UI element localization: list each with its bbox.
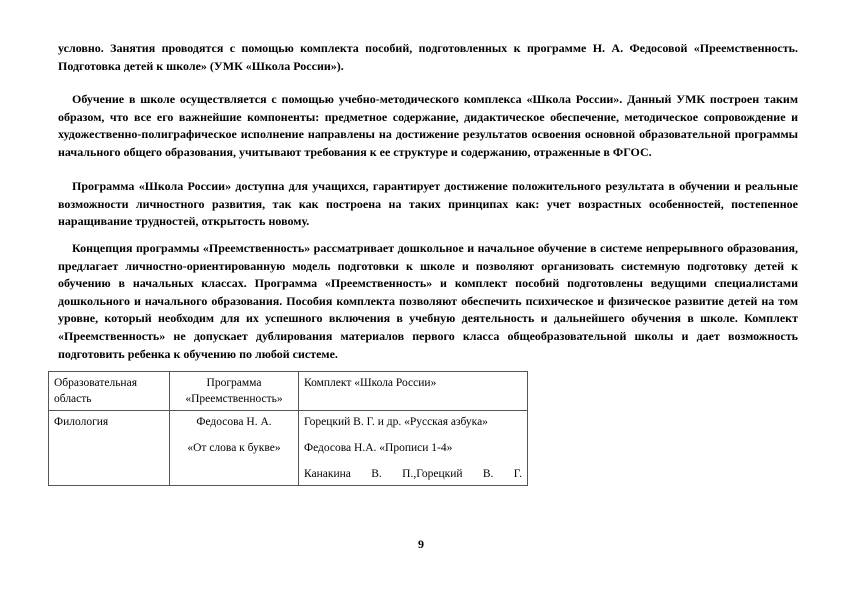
paragraph-text: Обучение в школе осуществляется с помощью учебно-методического комплекса «Школа России». Данный УМК построен таким образом, что все его важнейшие компоненты: предметное содержание, дидактическое обеспечение, методическое сопровождение и художественно-полиграфическое исполнение направлены на достижение результатов освоения основной образовательной программы начального общего образования, учитывают требования к ее структуре и содержанию, отраженные в ФГОС. <box>58 92 798 159</box>
paragraph-text: Программа «Школа России» доступна для учащихся, гарантирует достижение положительного результата в обучении и реальные возможности личностного развития, так как построена на таких принципах как: учет возрастных особенностей, постепенное наращивание трудностей, открытость новому. <box>58 179 798 229</box>
program-title: «От слова к букве» <box>187 442 281 454</box>
program-author: Федосова Н. А. <box>196 416 272 428</box>
curriculum-table <box>48 371 528 486</box>
paragraph-text: условно. Занятия проводятся с помощью комплекта пособий, подготовленных к программе Н. А. Федосовой «Преемственность. Подготовка детей к школе» (УМК «Школа России»). <box>58 41 798 73</box>
page-number: 9 <box>418 537 424 551</box>
paragraph-text: Концепция программы «Преемственность» рассматривает дошкольное и начальное обучение в системе непрерывного образования, предлагает личностно-ориентированную модель подготовки к школе и позволяют организовать системную подготовку детей к обучению в начальных классах. Программа «Преемственность» и комплект пособий подготовлены ведущими специалистами дошкольного и начального образования. Пособия комплекта позволяют обеспечить психическое и физическое развитие детей на том уровне, который необходим для их успешного включения в учебную деятельность и дальнейшего обучения в школе. Комплект «Преемственность» не допускает дублирования материалов первого класса общеобразовательной школы и дает возможность подготовить ребенка к обучению по любой системе. <box>58 241 798 361</box>
header-cell-kit: Комплект «Школа России» <box>299 372 528 411</box>
kit-item: Канакина В. П.,Горецкий В. Г. <box>304 468 522 480</box>
header-cell-program: Программа «Преемственность» <box>170 372 299 411</box>
kit-item: Горецкий В. Г. и др. «Русская азбука» <box>304 416 488 428</box>
cell-program <box>170 411 299 486</box>
paragraph-3 <box>58 178 798 231</box>
paragraph-1 <box>58 40 798 75</box>
cell-kit <box>299 411 528 486</box>
header-cell-area: Образовательная область <box>49 372 170 411</box>
kit-item: Федосова Н.А. «Прописи 1-4» <box>304 442 453 454</box>
table-header-row <box>49 372 528 411</box>
paragraph-2 <box>58 91 798 161</box>
paragraph-4 <box>58 240 798 363</box>
cell-area: Филология <box>49 411 170 486</box>
table-row <box>49 411 528 486</box>
